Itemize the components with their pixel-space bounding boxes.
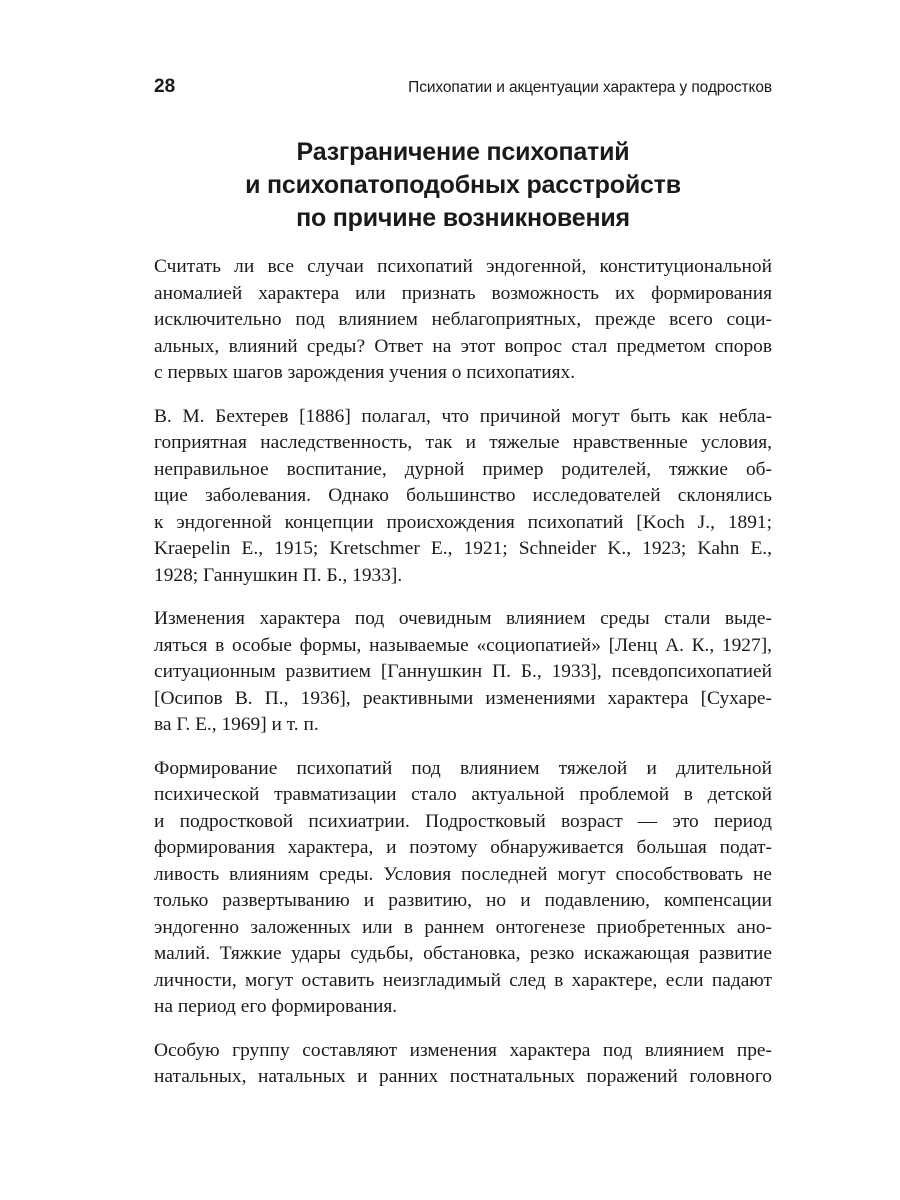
text-line: ва Г. Е., 1969] и т. п. [154, 714, 319, 735]
text-line: с первых шагов зарождения учения о психопатиях. [154, 362, 576, 383]
text-line: ливость влияниям среды. Условия последней могут способствовать не [154, 863, 772, 885]
text-line: В. М. Бехтерев [1886] полагал, что причиной могут быть как небла- [154, 405, 772, 427]
text-line: и подростковой психиатрии. Подростковый возраст — это период [154, 810, 772, 832]
text-line: формирования характера, и поэтому обнаруживается большая подат- [154, 837, 772, 858]
paragraph-2 [154, 404, 772, 590]
paragraph-3 [154, 606, 772, 739]
text-line: неправильное воспитание, дурной пример родителей, тяжкие об- [154, 458, 772, 480]
section-title-line: Разграничение психопатий [296, 138, 630, 166]
section-title-line: и психопатоподобных расстройств [245, 171, 681, 199]
text-line: к эндогенной концепции происхождения психопатий [Koch J., 1891; [154, 511, 772, 533]
text-line: аномалией характера или признать возможность их формирования [154, 282, 772, 304]
text-line: Особую группу составляют изменения характера под влиянием пре- [154, 1039, 772, 1061]
text-line: альных, влияний среды? Ответ на этот вопрос стал предметом споров [154, 335, 772, 357]
running-header [154, 74, 772, 102]
text-line: Формирование психопатий под влиянием тяжелой и длительной [154, 757, 772, 779]
text-line: гоприятная наследственность, так и тяжелые нравственные условия, [154, 432, 772, 453]
section-title-line: по причине возникновения [296, 204, 630, 232]
text-line: личности, могут оставить неизгладимый след в характере, если падают [154, 969, 772, 991]
text-line: на период его формирования. [154, 996, 398, 1017]
section-title [154, 136, 772, 235]
text-line: Считать ли все случаи психопатий эндогенной, конституциональной [154, 256, 772, 277]
text-line: натальных, натальных и ранних постнатальных поражений головного [154, 1066, 772, 1087]
text-line: 1928; Ганнушкин П. Б., 1933]. [154, 564, 403, 586]
text-line: ситуационным развитием [Ганнушкин П. Б., 1933], псевдопсихопатией [154, 661, 772, 682]
page-number: 28 [154, 76, 176, 97]
text-line: психической травматизации стало актуальной проблемой в детской [154, 784, 772, 805]
text-line: только развертыванию и развитию, но и подавлению, компенсации [154, 890, 772, 911]
paragraph-1 [154, 254, 772, 387]
text-line: малий. Тяжкие удары судьбы, обстановка, резко искажающая развитие [154, 943, 772, 964]
text-line: исключительно под влиянием неблагоприятных, прежде всего соци- [154, 309, 772, 330]
body-text [154, 254, 772, 1108]
paragraph-4 [154, 756, 772, 1021]
text-line: [Осипов В. П., 1936], реактивными изменениями характера [Сухаре- [154, 687, 772, 709]
text-line: щие заболевания. Однако большинство исследователей склонялись [154, 485, 772, 506]
paragraph-5 [154, 1038, 772, 1091]
text-line: эндогенно заложенных или в раннем онтогенезе приобретенных ано- [154, 916, 772, 938]
text-line: ляться в особые формы, называемые «социопатией» [Ленц А. К., 1927], [154, 634, 772, 656]
running-title: Психопатии и акцентуации характера у подростков [408, 79, 772, 96]
text-line: Kraepelin E., 1915; Kretschmer E., 1921; Schneider K., 1923; Kahn E., [154, 538, 772, 559]
text-line: Изменения характера под очевидным влиянием среды стали выде- [154, 608, 772, 629]
